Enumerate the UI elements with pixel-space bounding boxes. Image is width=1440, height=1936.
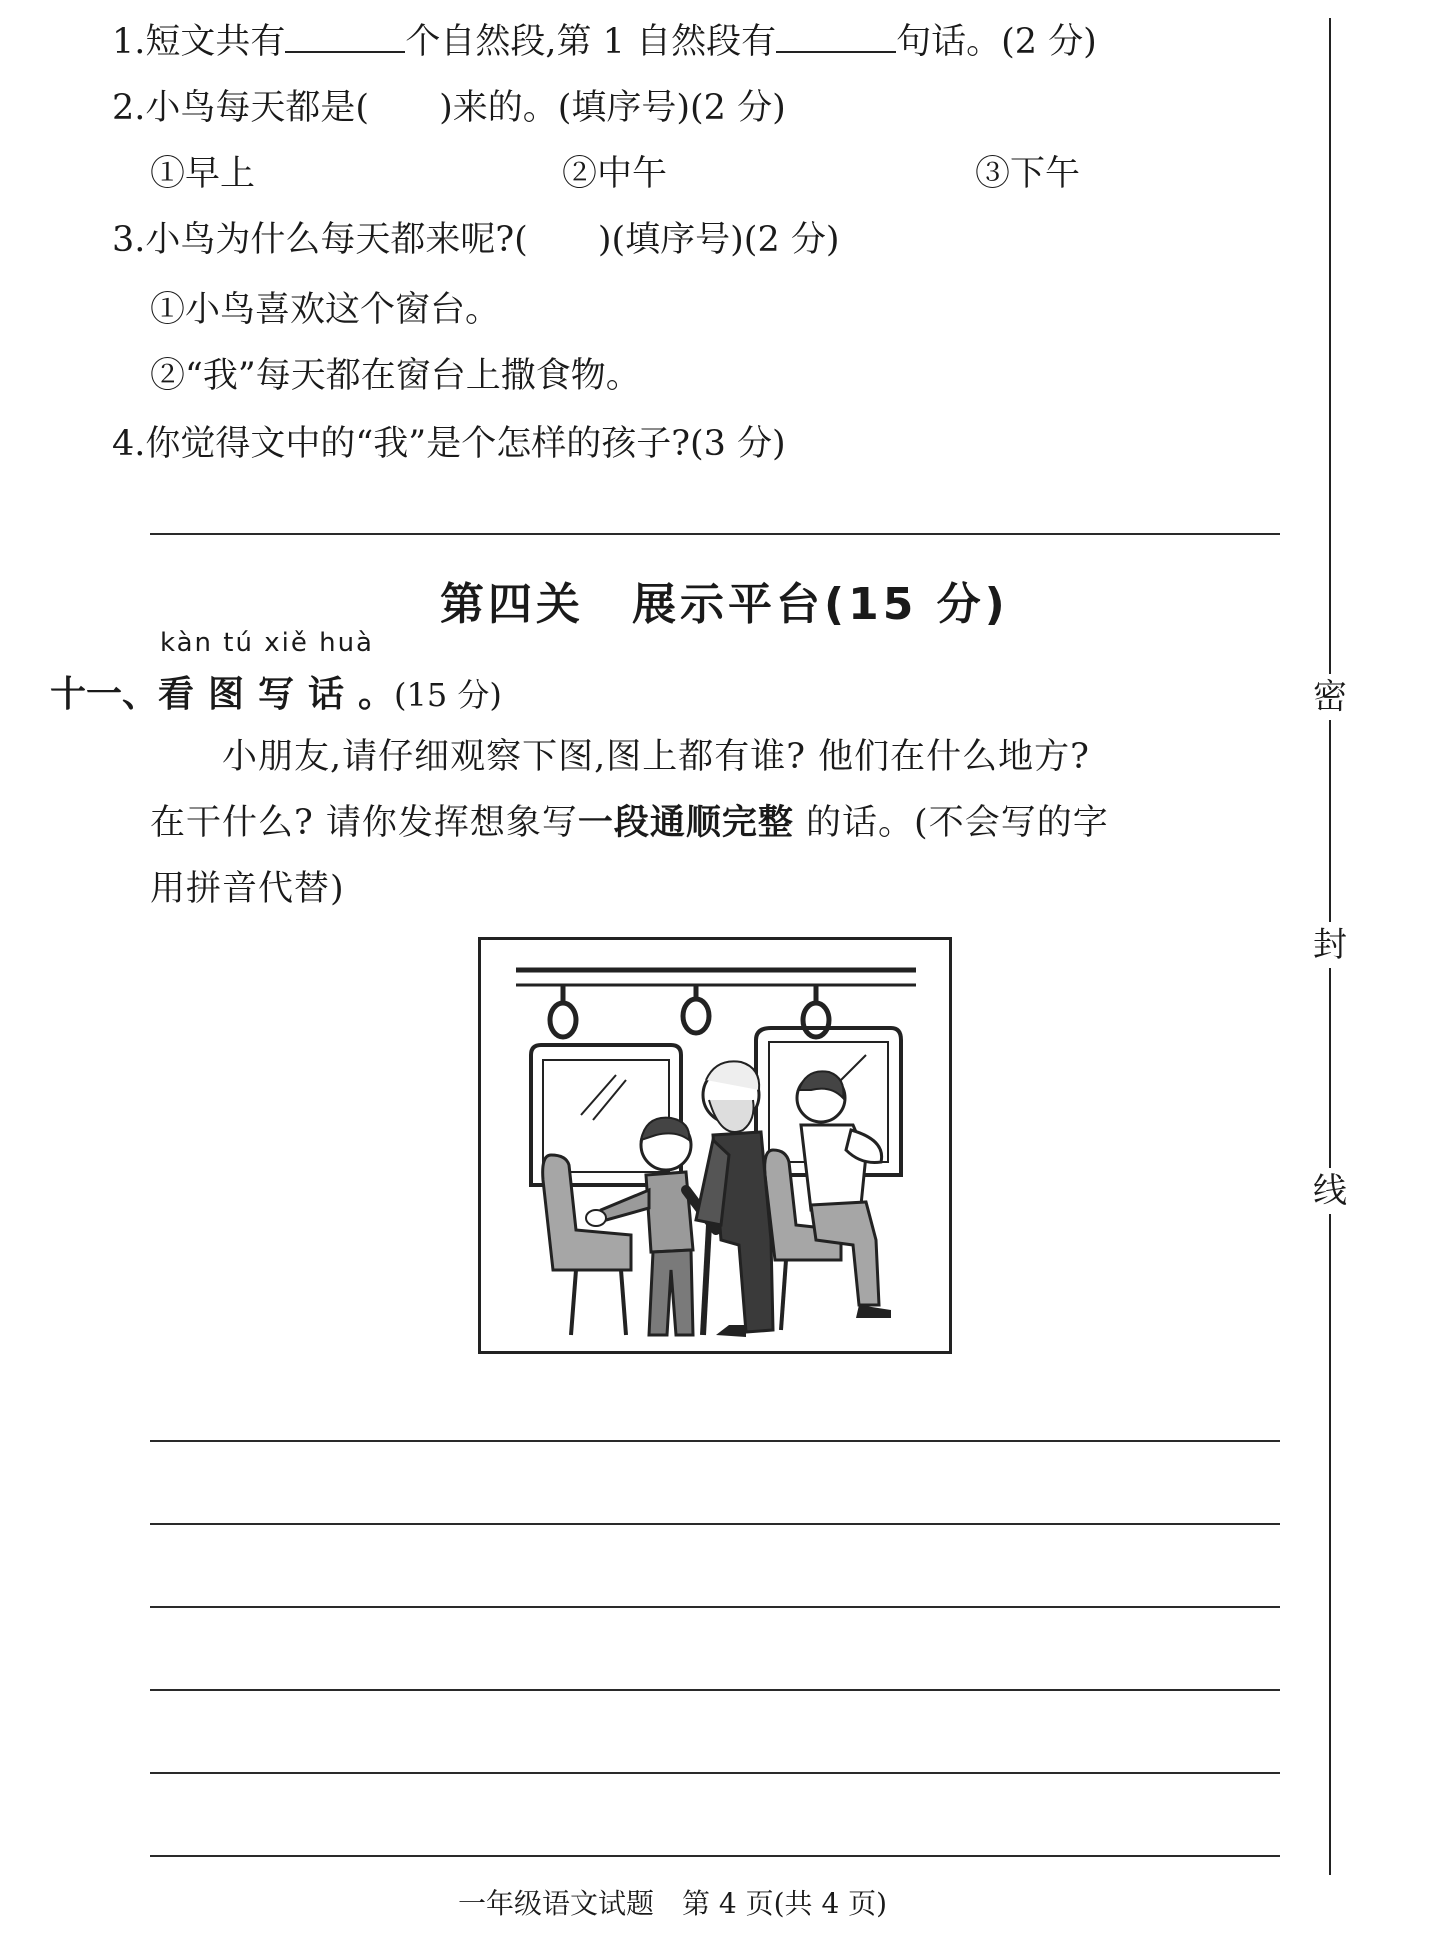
question-1 — [112, 20, 1097, 64]
answer-blank[interactable] — [776, 21, 896, 53]
question-text: )(填序号)(2 分) — [597, 220, 840, 260]
option-item: ①小鸟喜欢这个窗台。 — [150, 290, 501, 330]
question-number: 2. — [112, 88, 146, 128]
question-text: 你觉得文中的“我”是个怎样的孩子?(3 分) — [145, 424, 786, 464]
writing-line[interactable] — [150, 1606, 1280, 1608]
prompt-text: 在干什么? 请你发挥想象写 — [150, 803, 578, 843]
question-text: 句话。(2 分) — [896, 22, 1097, 62]
question-text: 小鸟为什么每天都来呢?( — [145, 220, 528, 260]
task-title-end: 。 — [358, 674, 395, 715]
answer-blank[interactable] — [285, 21, 405, 53]
hand-strap-icon — [550, 985, 576, 1037]
seated-man-figure — [797, 1071, 891, 1318]
question-text: 个自然段,第 1 自然段有 — [405, 22, 777, 62]
question-text: 小鸟每天都是( — [145, 88, 370, 128]
seal-char: 封 — [1310, 922, 1350, 968]
question-2 — [112, 86, 786, 130]
walking-cane-icon — [703, 1225, 709, 1335]
answer-line[interactable] — [150, 533, 1280, 535]
section-title: 第四关 展示平台(15 分) — [440, 579, 1009, 630]
prompt-line-1: 小朋友,请仔细观察下图,图上都有谁? 他们在什么地方? — [222, 737, 1090, 777]
writing-line[interactable] — [150, 1855, 1280, 1857]
prompt-line-3: 用拼音代替) — [150, 869, 345, 909]
bus-scene-picture — [478, 937, 952, 1354]
option-item: ②“我”每天都在窗台上撒食物。 — [150, 356, 641, 396]
option-item: ①早上 — [150, 154, 256, 194]
seal-char: 线 — [1310, 1168, 1350, 1214]
question-number: 3. — [112, 220, 146, 260]
task-pinyin: kàn tú xiě huà — [160, 628, 374, 658]
writing-line[interactable] — [150, 1440, 1280, 1442]
option-item: ②中午 — [562, 154, 668, 194]
prompt-line-2 — [150, 790, 1109, 856]
prompt-emphasis: 一段通顺完整 — [577, 803, 794, 843]
task-points: (15 分) — [394, 676, 502, 714]
writing-line[interactable] — [150, 1523, 1280, 1525]
task-header — [50, 666, 502, 717]
page-footer: 一年级语文试题 第 4 页(共 4 页) — [458, 1887, 888, 1920]
hand-strap-icon — [683, 985, 709, 1033]
question-text: 短文共有 — [145, 22, 286, 62]
writing-line[interactable] — [150, 1689, 1280, 1691]
seal-char: 密 — [1310, 674, 1350, 720]
prompt-text: 的话。(不会写的字 — [793, 803, 1109, 843]
task-number: 十一、 — [50, 674, 159, 715]
option-item: ③下午 — [975, 154, 1081, 194]
elderly-man-figure — [696, 1061, 773, 1337]
question-text: )来的。(填序号)(2 分) — [439, 88, 786, 128]
bus-scene-illustration — [481, 940, 949, 1351]
question-4 — [112, 422, 786, 466]
boy-figure — [586, 1118, 716, 1335]
writing-line[interactable] — [150, 1772, 1280, 1774]
task-title: 看图写话 — [158, 674, 359, 715]
question-number: 1. — [112, 22, 146, 62]
question-number: 4. — [112, 424, 146, 464]
question-3 — [112, 218, 840, 262]
